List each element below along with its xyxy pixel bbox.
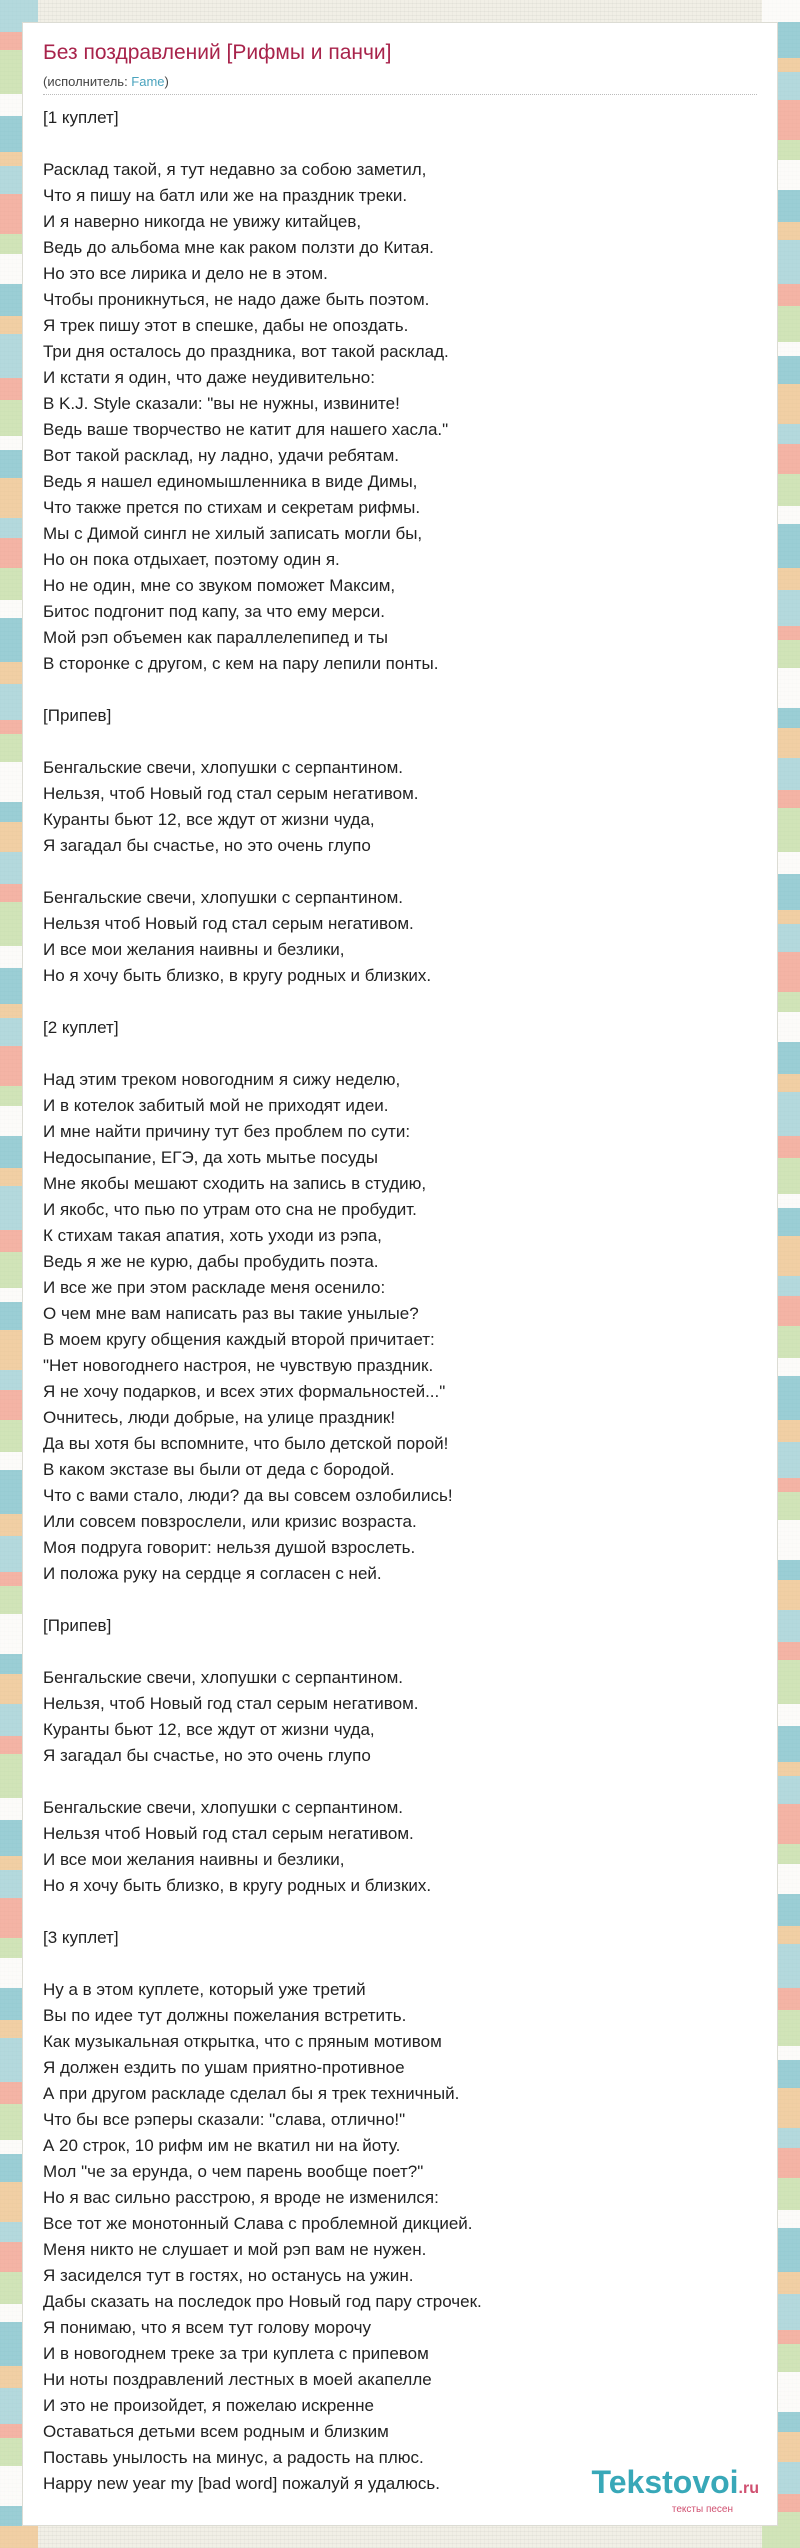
artist-line bbox=[43, 74, 169, 89]
lyric-line: Но это все лирика и дело не в этом. bbox=[43, 264, 328, 283]
lyric-line: К стихам такая апатия, хоть уходи из рэпа, bbox=[43, 1226, 382, 1245]
lyric-line: Поставь унылость на минус, а радость на плюс. bbox=[43, 2448, 424, 2467]
lyric-line: И в новогоднем треке за три куплета с припевом bbox=[43, 2344, 429, 2363]
lyric-line: Я загадал бы счастье, но это очень глупо bbox=[43, 1746, 371, 1765]
lyric-line: Дабы сказать на последок про Новый год пару строчек. bbox=[43, 2292, 482, 2311]
lyric-line: Ну а в этом куплете, который уже третий bbox=[43, 1980, 366, 1999]
lyric-line: И в котелок забитый мой не приходят идеи. bbox=[43, 1096, 389, 1115]
lyric-blank-line bbox=[43, 677, 759, 703]
lyric-line: Я трек пишу этот в спешке, дабы не опоздать. bbox=[43, 316, 409, 335]
lyric-line: В моем кругу общения каждый второй причитает: bbox=[43, 1330, 435, 1349]
lyric-line: Happy new year my [bad word] пожалуй я удалюсь. bbox=[43, 2474, 440, 2493]
lyrics-text bbox=[43, 105, 759, 2497]
lyric-line: "Нет новогоднего настроя, не чувствую праздник. bbox=[43, 1356, 434, 1375]
lyric-blank-line bbox=[43, 729, 759, 755]
lyric-blank-line bbox=[43, 1769, 759, 1795]
lyric-line: [1 куплет] bbox=[43, 108, 119, 127]
lyric-line: Битос подгонит под капу, за что ему мерси. bbox=[43, 602, 385, 621]
logo-tld: .ru bbox=[738, 2480, 759, 2497]
lyric-blank-line bbox=[43, 1041, 759, 1067]
logo-name: Tekstovoi bbox=[591, 2464, 739, 2500]
lyric-line: Мой рэп объемен как параллелепипед и ты bbox=[43, 628, 388, 647]
lyric-line: А 20 строк, 10 рифм им не вкатил ни на йоту. bbox=[43, 2136, 401, 2155]
lyric-line: Да вы хотя бы вспомните, что было детской порой! bbox=[43, 1434, 449, 1453]
lyric-line: Нельзя чтоб Новый год стал серым негативом. bbox=[43, 914, 414, 933]
lyric-line: Я должен ездить по ушам приятно-противное bbox=[43, 2058, 405, 2077]
lyric-line: Я засиделся тут в гостях, но останусь на ужин. bbox=[43, 2266, 414, 2285]
lyric-line: Что бы все рэперы сказали: "слава, отлично!" bbox=[43, 2110, 406, 2129]
lyric-line: Ведь я нашел единомышленника в виде Димы, bbox=[43, 472, 418, 491]
logo-tagline: тексты песен bbox=[671, 2504, 733, 2515]
lyric-line: И мне найти причину тут без проблем по сути: bbox=[43, 1122, 411, 1141]
lyric-line: Я понимаю, что я всем тут голову морочу bbox=[43, 2318, 372, 2337]
lyric-line: Три дня осталось до праздника, вот такой расклад. bbox=[43, 342, 449, 361]
lyric-line: [2 куплет] bbox=[43, 1018, 119, 1037]
artist-link[interactable]: Fame bbox=[131, 74, 165, 89]
stripe bbox=[0, 2526, 38, 2548]
lyric-line: Но я вас сильно расстрою, я вроде не изменился: bbox=[43, 2188, 439, 2207]
lyric-line: Нельзя, чтоб Новый год стал серым негативом. bbox=[43, 784, 419, 803]
lyric-line: Нельзя чтоб Новый год стал серым негативом. bbox=[43, 1824, 414, 1843]
lyric-blank-line bbox=[43, 131, 759, 157]
lyric-line: В каком экстазе вы были от деда с бородой. bbox=[43, 1460, 395, 1479]
lyric-line: Расклад такой, я тут недавно за собою заметил, bbox=[43, 160, 427, 179]
lyric-line: Вот такой расклад, ну ладно, удачи ребятам. bbox=[43, 446, 400, 465]
lyric-line: Или совсем повзрослели, или кризис возраста. bbox=[43, 1512, 417, 1531]
lyrics-card bbox=[22, 22, 778, 2526]
lyric-line: И это не произойдет, я пожелаю искренне bbox=[43, 2396, 374, 2415]
lyric-line: В K.J. Style сказали: "вы не нужны, извините! bbox=[43, 394, 400, 413]
lyric-line: Нельзя, чтоб Новый год стал серым негативом. bbox=[43, 1694, 419, 1713]
lyric-blank-line bbox=[43, 859, 759, 885]
lyric-line: [Припев] bbox=[43, 1616, 112, 1635]
lyric-line: Бенгальские свечи, хлопушки с серпантином. bbox=[43, 1668, 403, 1687]
lyric-line: Бенгальские свечи, хлопушки с серпантином. bbox=[43, 888, 403, 907]
lyric-line: Бенгальские свечи, хлопушки с серпантином. bbox=[43, 758, 403, 777]
lyric-blank-line bbox=[43, 989, 759, 1015]
lyric-line: В сторонке с другом, с кем на пару лепили понты. bbox=[43, 654, 439, 673]
lyric-line: Над этим треком новогодним я сижу неделю, bbox=[43, 1070, 401, 1089]
lyric-line: Мы с Димой сингл не хилый записать могли бы, bbox=[43, 524, 423, 543]
lyric-line: И кстати я один, что даже неудивительно: bbox=[43, 368, 375, 387]
artist-prefix: (исполнитель: bbox=[43, 74, 132, 89]
lyric-line: Как музыкальная открытка, что с пряным мотивом bbox=[43, 2032, 442, 2051]
lyric-line: Вы по идее тут должны пожелания встретить. bbox=[43, 2006, 407, 2025]
lyric-line: Все тот же монотонный Слава с проблемной дикцией. bbox=[43, 2214, 473, 2233]
lyric-line: Что также прется по стихам и секретам рифмы. bbox=[43, 498, 421, 517]
stripe bbox=[762, 0, 800, 22]
lyric-line: И все же при этом раскладе меня осенило: bbox=[43, 1278, 386, 1297]
lyric-line: И все мои желания наивны и безлики, bbox=[43, 940, 345, 959]
lyric-line: Ведь до альбома мне как раком ползти до Китая. bbox=[43, 238, 434, 257]
lyric-line: Ведь ваше творчество не катит для нашего хасла." bbox=[43, 420, 449, 439]
lyric-line: Но не один, мне со звуком поможет Максим, bbox=[43, 576, 396, 595]
lyric-line: И положа руку на сердце я согласен с ней. bbox=[43, 1564, 382, 1583]
lyric-line: Я загадал бы счастье, но это очень глупо bbox=[43, 836, 371, 855]
lyric-blank-line bbox=[43, 1639, 759, 1665]
lyric-line: И я наверно никогда не увижу китайцев, bbox=[43, 212, 362, 231]
lyric-line: Что с вами стало, люди? да вы совсем озлобились! bbox=[43, 1486, 453, 1505]
lyric-line: О чем мне вам написать раз вы такие унылые? bbox=[43, 1304, 419, 1323]
lyric-line: А при другом раскладе сделал бы я трек техничный. bbox=[43, 2084, 460, 2103]
lyric-line: Бенгальские свечи, хлопушки с серпантином. bbox=[43, 1798, 403, 1817]
page-title: Без поздравлений [Рифмы и панчи] bbox=[43, 41, 392, 64]
lyric-line: Ведь я же не курю, дабы пробудить поэта. bbox=[43, 1252, 379, 1271]
lyric-blank-line bbox=[43, 1951, 759, 1977]
lyric-line: Что я пишу на батл или же на праздник треки. bbox=[43, 186, 408, 205]
lyric-line: Мне якобы мешают сходить на запись в студию, bbox=[43, 1174, 427, 1193]
lyric-line: Но я хочу быть близко, в кругу родных и близких. bbox=[43, 966, 432, 985]
lyric-line: Недосыпание, ЕГЭ, да хоть мытье посуды bbox=[43, 1148, 378, 1167]
lyric-line: Ни ноты поздравлений лестных в моей акапелле bbox=[43, 2370, 432, 2389]
site-logo[interactable] bbox=[592, 2465, 759, 2515]
lyric-blank-line bbox=[43, 1587, 759, 1613]
lyric-blank-line bbox=[43, 1899, 759, 1925]
lyric-line: Куранты бьют 12, все ждут от жизни чуда, bbox=[43, 810, 375, 829]
lyric-line: Очнитесь, люди добрые, на улице праздник! bbox=[43, 1408, 396, 1427]
artist-suffix: ) bbox=[164, 74, 169, 89]
lyric-line: Чтобы проникнуться, не надо даже быть поэтом. bbox=[43, 290, 430, 309]
lyric-line: Моя подруга говорит: нельзя душой взрослеть. bbox=[43, 1538, 416, 1557]
lyric-line: Куранты бьют 12, все ждут от жизни чуда, bbox=[43, 1720, 375, 1739]
lyric-line: И якобс, что пью по утрам ото сна не пробудит. bbox=[43, 1200, 417, 1219]
lyric-line: Я не хочу подарков, и всех этих формальностей..." bbox=[43, 1382, 446, 1401]
lyric-line: И все мои желания наивны и безлики, bbox=[43, 1850, 345, 1869]
lyric-line: [3 куплет] bbox=[43, 1928, 119, 1947]
lyric-line: Мол "че за ерунда, о чем парень вообще поет?" bbox=[43, 2162, 424, 2181]
lyric-line: Но я хочу быть близко, в кругу родных и близких. bbox=[43, 1876, 432, 1895]
lyric-line: Оставаться детьми всем родным и близким bbox=[43, 2422, 389, 2441]
lyric-line: Но он пока отдыхает, поэтому один я. bbox=[43, 550, 340, 569]
lyric-line: Меня никто не слушает и мой рэп вам не нужен. bbox=[43, 2240, 427, 2259]
lyric-line: [Припев] bbox=[43, 706, 112, 725]
title-divider bbox=[43, 94, 757, 95]
